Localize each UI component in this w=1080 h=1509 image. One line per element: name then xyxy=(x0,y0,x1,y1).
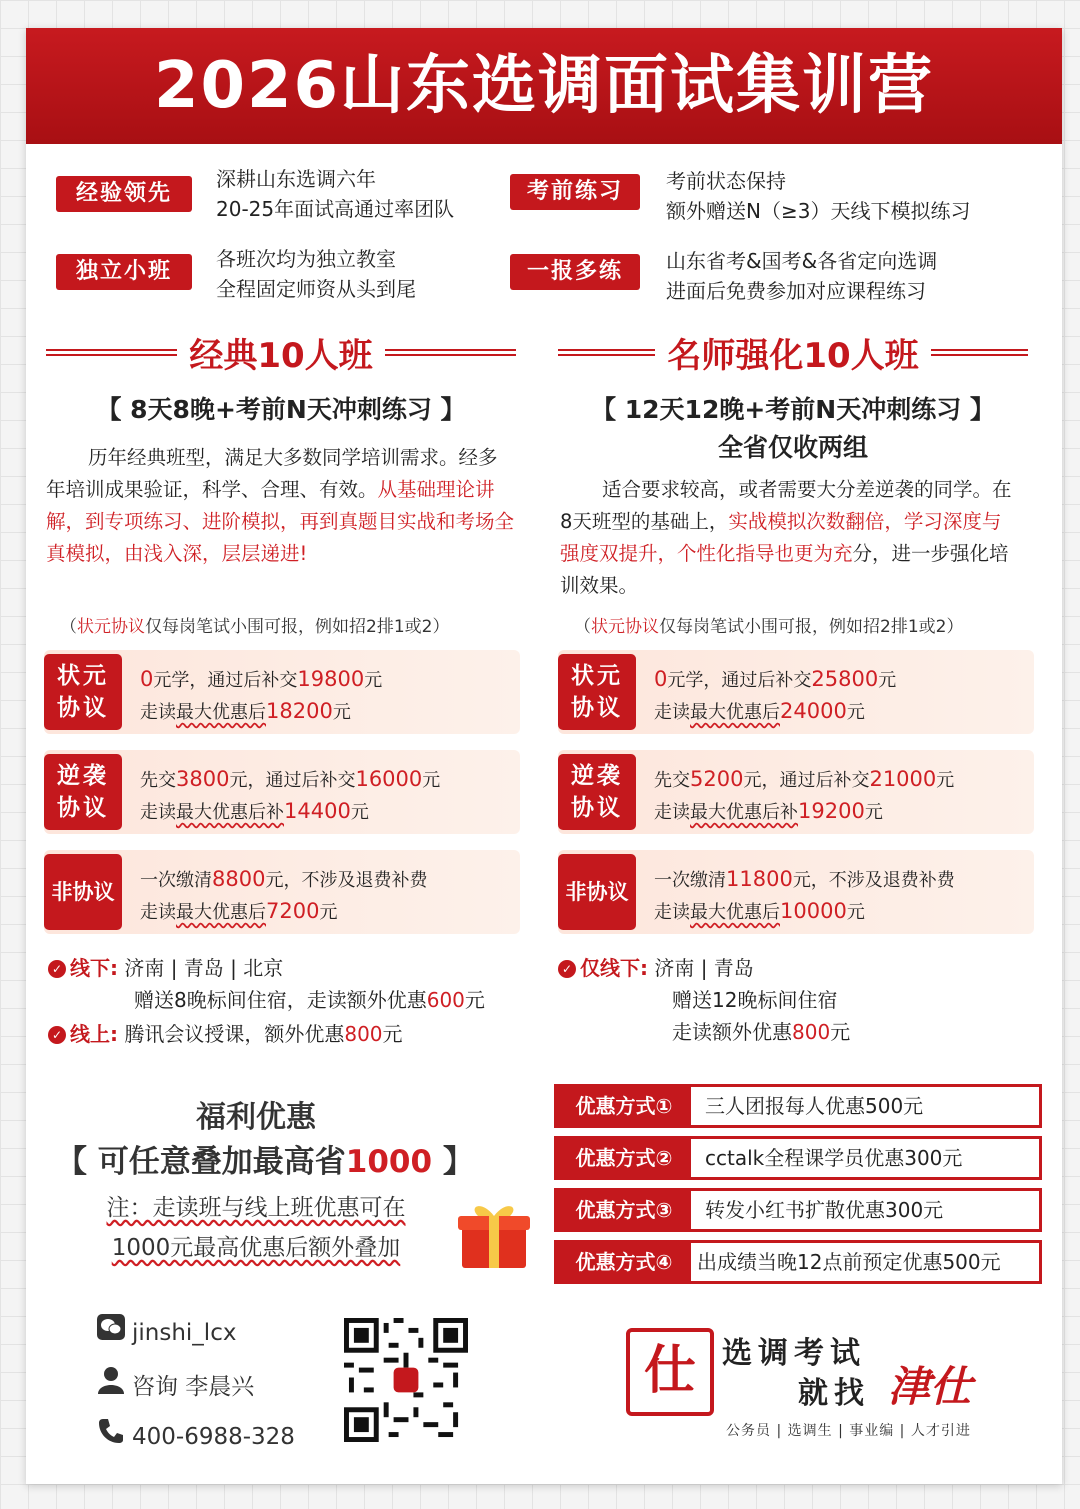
price-text: 元，不涉及退费补费 xyxy=(265,870,428,891)
note-text: （ xyxy=(60,617,77,637)
price-number: 5200 xyxy=(690,767,744,791)
phone-number: 400-6988-328 xyxy=(132,1424,295,1450)
check-icon: ✓ xyxy=(48,960,66,978)
feature-line: 考前状态保持 xyxy=(666,169,786,193)
price-box-standard xyxy=(44,850,520,934)
price-text: 最大优惠后补 xyxy=(690,802,798,823)
qr-code xyxy=(344,1318,468,1442)
label-line: 状元 xyxy=(571,663,623,689)
price-number: 3800 xyxy=(176,767,230,791)
master-gift-lodging: 赠送12晚标间住宿 xyxy=(672,988,838,1012)
price-text: 走读 xyxy=(140,702,176,723)
price-text: 元学，通过后补交 xyxy=(153,670,298,691)
label-line: 协议 xyxy=(571,795,623,821)
feature-line: 20-25年面试高通过率团队 xyxy=(216,197,455,221)
location-heading: 线下: xyxy=(70,956,118,980)
welfare-subtitle xyxy=(56,1136,474,1181)
price-text: 元，通过后补交 xyxy=(229,770,356,791)
welfare-note xyxy=(66,1188,446,1268)
note-text: 仅每岗笔试小围可报，例如招2排1或2） xyxy=(659,617,964,637)
price-line-2 xyxy=(140,898,337,924)
welfare-note-line: 1000元最高优惠后额外叠加 xyxy=(111,1235,401,1261)
label-line: 协议 xyxy=(57,695,109,721)
feature-tag-experience: 经验领先 xyxy=(56,176,192,212)
price-number: 19800 xyxy=(297,667,365,691)
price-box-comeback xyxy=(44,750,520,834)
price-label xyxy=(44,754,122,830)
price-number: 0 xyxy=(140,667,154,691)
price-label: 非协议 xyxy=(558,854,636,930)
price-text: 元 xyxy=(319,902,338,923)
classic-desc-text: 历年经典班型，满足大多数同学培训需求。经多年培训成果验证，科学、合理、有效。 xyxy=(46,446,498,501)
gift-box-icon xyxy=(456,1196,532,1272)
gift-text: 赠送8晚标间住宿，走读额外优惠 xyxy=(134,988,427,1012)
discount-text: 转发小红书扩散优惠300元 xyxy=(705,1198,944,1222)
label-line: 逆袭 xyxy=(571,763,623,789)
feature-tag-multi: 一报多练 xyxy=(510,254,640,290)
welfare-title: 福利优惠 xyxy=(196,1100,316,1135)
price-number: 10000 xyxy=(780,899,847,923)
classic-note xyxy=(60,612,449,637)
price-text: 元 xyxy=(364,670,383,691)
price-number: 21000 xyxy=(869,767,937,791)
contact-wechat xyxy=(96,1314,236,1346)
master-subtitle: 【 12天12晚+考前N天冲刺练习 】 xyxy=(591,395,995,424)
location-cities: 济南 | 青岛 xyxy=(654,956,754,980)
brand-slogan-line2: 就找 xyxy=(798,1376,870,1411)
price-text: 最大优惠后 xyxy=(690,902,780,923)
price-number: 19200 xyxy=(798,799,865,823)
consultant-name: 咨询 李晨兴 xyxy=(132,1374,255,1400)
price-text: 元 xyxy=(864,802,883,823)
classic-class-header xyxy=(46,330,516,374)
discount-label: 优惠方式③ xyxy=(557,1191,691,1229)
price-text: 元，通过后补交 xyxy=(743,770,870,791)
seal-character: 仕 xyxy=(643,1340,696,1401)
price-line-2 xyxy=(654,698,865,724)
master-offline-location xyxy=(558,952,754,984)
classic-offline-location xyxy=(48,952,283,984)
gift-text: 元 xyxy=(464,988,485,1012)
price-text: 元，不涉及退费补费 xyxy=(792,870,955,891)
feature-line: 各班次均为独立教室 xyxy=(216,247,396,271)
price-text: 元 xyxy=(332,702,351,723)
price-text: 元 xyxy=(878,670,897,691)
price-text: 元 xyxy=(846,902,865,923)
discount-row xyxy=(554,1136,1042,1180)
label-line: 逆袭 xyxy=(57,763,109,789)
price-number: 8800 xyxy=(212,867,266,891)
feature-text-experience xyxy=(216,164,454,224)
classic-class-title: 经典10人班 xyxy=(189,335,373,376)
classic-online-location xyxy=(48,1018,403,1050)
price-line-1 xyxy=(654,866,955,892)
gift-text: 走读额外优惠 xyxy=(672,1020,792,1044)
note-highlight: 状元协议 xyxy=(591,617,659,637)
price-number: 24000 xyxy=(780,699,847,723)
divider xyxy=(931,349,1028,356)
gift-number: 600 xyxy=(426,988,465,1012)
discount-label: 优惠方式① xyxy=(557,1087,691,1125)
price-text: 走读 xyxy=(654,802,690,823)
check-icon: ✓ xyxy=(48,1026,66,1044)
master-gift-commute xyxy=(672,1016,850,1048)
price-number: 18200 xyxy=(266,699,333,723)
price-box-comeback xyxy=(558,750,1034,834)
price-text: 走读 xyxy=(654,902,690,923)
feature-line: 深耕山东选调六年 xyxy=(216,167,376,191)
feature-text-small-class xyxy=(216,244,416,304)
price-number: 11800 xyxy=(726,867,793,891)
price-label xyxy=(44,654,122,730)
price-box-champion xyxy=(44,650,520,734)
master-note xyxy=(574,612,963,637)
price-text: 最大优惠后 xyxy=(690,702,780,723)
contact-consult xyxy=(96,1366,254,1401)
master-description xyxy=(560,474,1012,602)
price-line-1 xyxy=(140,766,440,792)
brand-slogan-line1: 选调考试 xyxy=(722,1336,866,1371)
master-desc-highlight: 实战模拟次数翻倍，学习深度与强度双提升，个性化指导也更为充 xyxy=(560,510,1002,565)
label-line: 协议 xyxy=(571,695,623,721)
feature-tag-practice: 考前练习 xyxy=(510,174,640,210)
price-text: 元 xyxy=(936,770,955,791)
price-text: 先交 xyxy=(654,770,690,791)
note-highlight: 状元协议 xyxy=(77,617,145,637)
note-text: 仅每岗笔试小围可报，例如招2排1或2） xyxy=(145,617,450,637)
price-text: 一次缴清 xyxy=(140,870,212,891)
price-text: 元 xyxy=(350,802,369,823)
price-number: 0 xyxy=(654,667,668,691)
price-text: 元 xyxy=(422,770,441,791)
price-number: 16000 xyxy=(355,767,423,791)
welfare-number: 1000 xyxy=(345,1144,433,1180)
price-text: 元学，通过后补交 xyxy=(667,670,812,691)
divider xyxy=(46,349,177,356)
price-line-1 xyxy=(140,866,427,892)
price-text: 走读 xyxy=(654,702,690,723)
location-heading: 仅线下: xyxy=(580,956,648,980)
master-class-header xyxy=(558,330,1028,374)
price-number: 7200 xyxy=(266,899,320,923)
price-box-champion xyxy=(558,650,1034,734)
divider xyxy=(385,349,516,356)
phone-icon xyxy=(96,1418,126,1450)
location-heading: 线上: xyxy=(70,1022,118,1046)
price-line-2 xyxy=(654,798,883,824)
wechat-icon xyxy=(96,1314,126,1346)
label-line: 状元 xyxy=(57,663,109,689)
price-label: 非协议 xyxy=(44,854,122,930)
price-text: 走读 xyxy=(140,802,176,823)
price-line-2 xyxy=(140,798,369,824)
discount-text: cctalk全程课学员优惠300元 xyxy=(705,1146,963,1170)
feature-tag-small-class: 独立小班 xyxy=(56,254,192,290)
master-class-title: 名师强化10人班 xyxy=(667,335,919,376)
feature-line: 额外赠送N（≥3）天线下模拟练习 xyxy=(666,199,971,223)
brand-seal-logo xyxy=(626,1328,714,1416)
label-line: 协议 xyxy=(57,795,109,821)
master-desc-text: 分，进一步强化培训效果。 xyxy=(560,542,1009,597)
discount-row xyxy=(554,1084,1042,1128)
online-text: 元 xyxy=(382,1022,403,1046)
price-box-standard xyxy=(558,850,1034,934)
discount-text: 出成绩当晚12点前预定优惠500元 xyxy=(697,1250,1001,1274)
price-line-1 xyxy=(140,666,382,692)
brand-name: 津仕 xyxy=(888,1362,973,1411)
discount-row xyxy=(554,1188,1042,1232)
price-line-2 xyxy=(140,698,351,724)
gift-text: 元 xyxy=(830,1020,851,1044)
brand-footer: 公务员 | 选调生 | 事业编 | 人才引进 xyxy=(726,1423,971,1439)
poster xyxy=(26,28,1062,1484)
classic-desc-highlight: 从基础理论讲解，到专项练习、进阶模拟，再到真题目实战和考场全真模拟，由浅入深，层层递进! xyxy=(46,478,515,565)
feature-text-practice xyxy=(666,166,970,226)
price-line-2 xyxy=(654,898,865,924)
price-text: 最大优惠后 xyxy=(176,702,266,723)
page-title: 2026山东选调面试集训营 xyxy=(26,28,1062,144)
check-icon: ✓ xyxy=(558,960,576,978)
classic-subtitle: 【 8天8晚+考前N天冲刺练习 】 xyxy=(96,395,466,424)
location-cities: 济南 | 青岛 | 北京 xyxy=(124,956,284,980)
price-text: 一次缴清 xyxy=(654,870,726,891)
discount-text: 三人团报每人优惠500元 xyxy=(705,1094,924,1118)
welfare-text: 【 可任意叠加最高省 xyxy=(56,1144,346,1180)
discount-row xyxy=(554,1240,1042,1284)
price-label xyxy=(558,654,636,730)
online-text: 腾讯会议授课，额外优惠 xyxy=(124,1022,345,1046)
price-label xyxy=(558,754,636,830)
price-line-1 xyxy=(654,666,896,692)
welfare-note-line: 注：走读班与线上班优惠可在 xyxy=(106,1195,406,1221)
price-text: 先交 xyxy=(140,770,176,791)
price-text: 最大优惠后 xyxy=(176,902,266,923)
classic-description xyxy=(46,442,516,570)
feature-line: 进面后免费参加对应课程练习 xyxy=(666,279,926,303)
wechat-id: jinshi_lcx xyxy=(132,1320,237,1346)
price-text: 元 xyxy=(846,702,865,723)
master-desc-text: 适合要求较高，或者需要大分差逆袭的同学。在8天班型的基础上， xyxy=(560,478,1012,533)
note-text: （ xyxy=(574,617,591,637)
discount-label: 优惠方式④ xyxy=(557,1243,691,1281)
master-subtitle-limit: 全省仅收两组 xyxy=(717,433,868,462)
classic-offline-gift xyxy=(134,984,485,1016)
price-text: 最大优惠后补 xyxy=(176,802,284,823)
online-number: 800 xyxy=(344,1022,383,1046)
price-number: 25800 xyxy=(811,667,879,691)
price-number: 14400 xyxy=(284,799,351,823)
feature-text-multi xyxy=(666,246,937,306)
contact-phone xyxy=(96,1418,295,1450)
price-line-1 xyxy=(654,766,954,792)
price-text: 走读 xyxy=(140,902,176,923)
feature-line: 山东省考&国考&各省定向选调 xyxy=(666,249,938,273)
person-icon xyxy=(96,1366,126,1400)
feature-line: 全程固定师资从头到尾 xyxy=(216,277,416,301)
discount-label: 优惠方式② xyxy=(557,1139,691,1177)
divider xyxy=(558,349,655,356)
gift-number: 800 xyxy=(792,1020,831,1044)
welfare-text: 】 xyxy=(432,1144,474,1180)
